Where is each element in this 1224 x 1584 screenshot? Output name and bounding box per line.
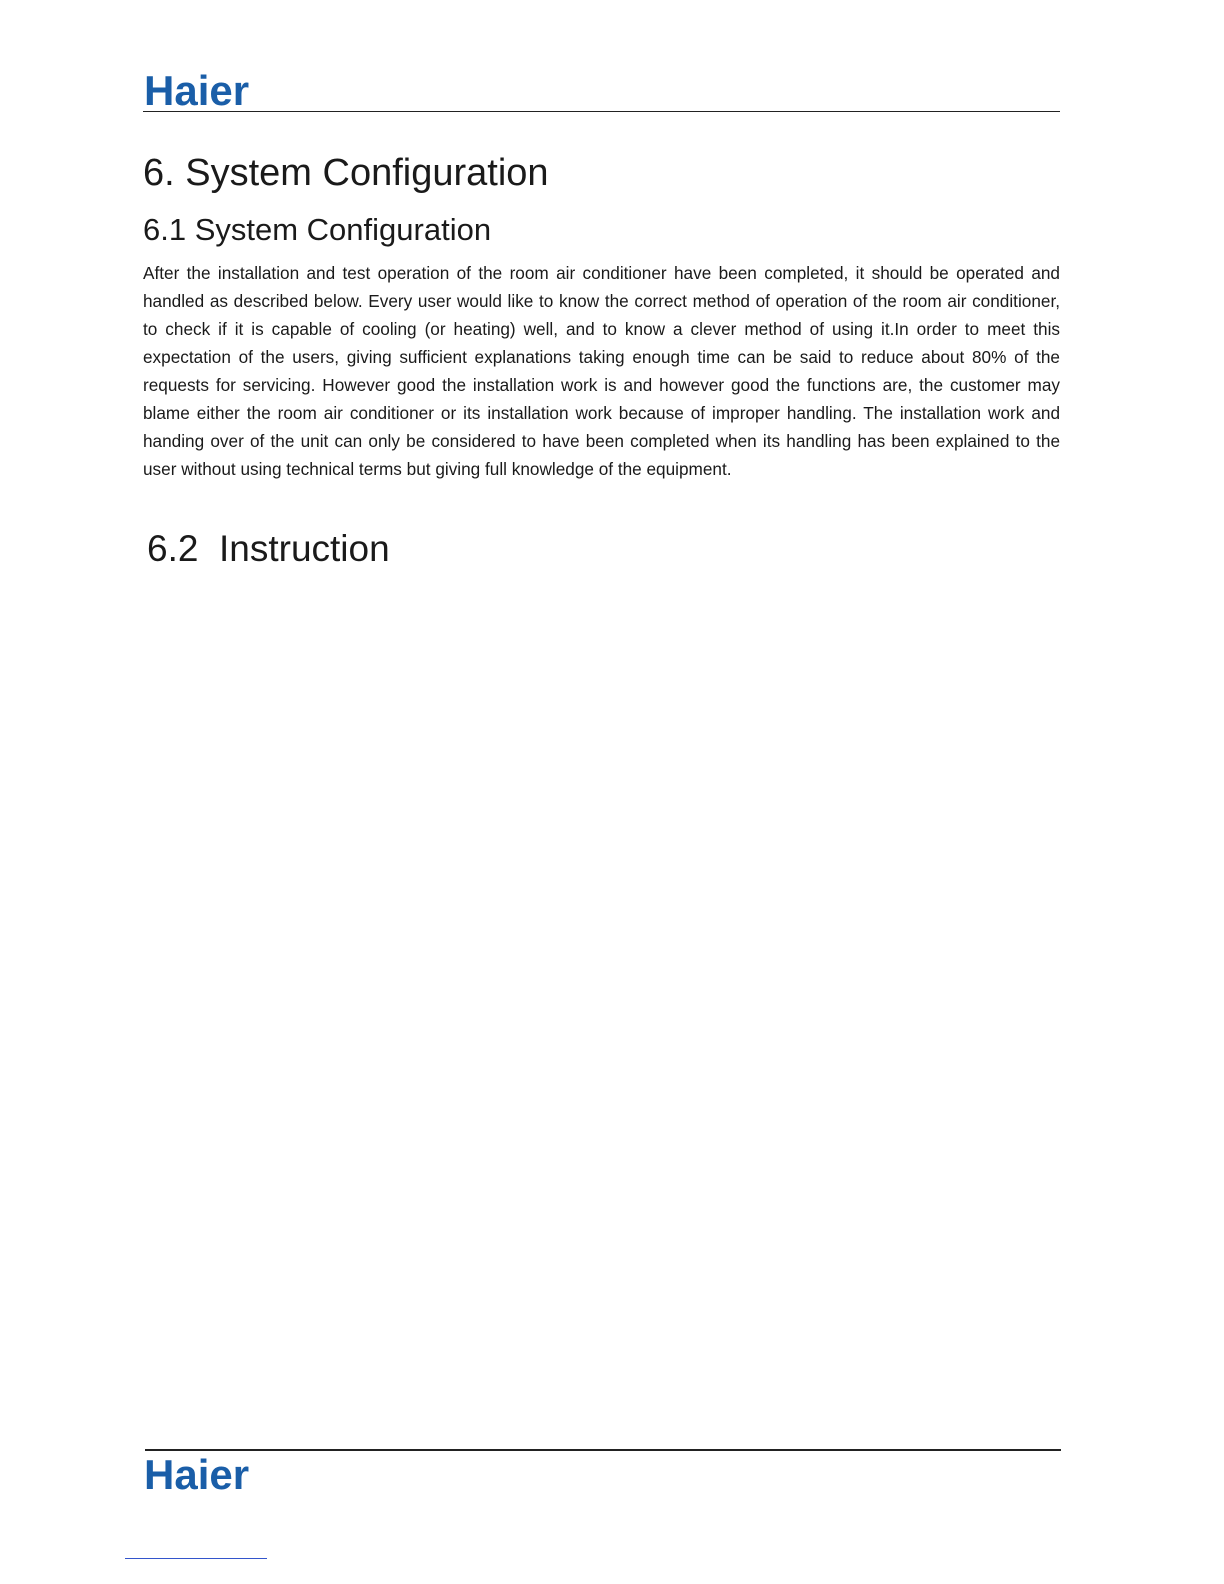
footer-divider bbox=[145, 1449, 1061, 1451]
section-title: 6. System Configuration bbox=[143, 152, 549, 194]
subsection-2-title: 6.2 Instruction bbox=[147, 528, 390, 569]
subsection-1-paragraph: After the installation and test operation of the room air conditioner have been completed, it should be operated and handled as described below. Every user would like to know the correct method of operation of the room air conditioner, to check if it is capable of cooling (or heating) well, and to know a clever method of using it.In order to meet this expectation of the users, giving sufficient explanations taking enough time can be said to reduce about 80% of the requests for servicing. However good the installation work is and however good the functions are, the customer may blame either the room air conditioner or its installation work because of improper handling. The installation work and handing over of the unit can only be considered to have been completed when its handling has been explained to the user without using technical terms but giving full knowledge of the equipment. bbox=[143, 263, 1060, 479]
subsection-1-title: 6.1 System Configuration bbox=[143, 212, 492, 247]
header-divider bbox=[143, 111, 1060, 112]
footer-logo: Haier bbox=[144, 1451, 250, 1498]
footer-link-underline bbox=[125, 1558, 267, 1559]
header-logo: Haier bbox=[144, 67, 250, 114]
